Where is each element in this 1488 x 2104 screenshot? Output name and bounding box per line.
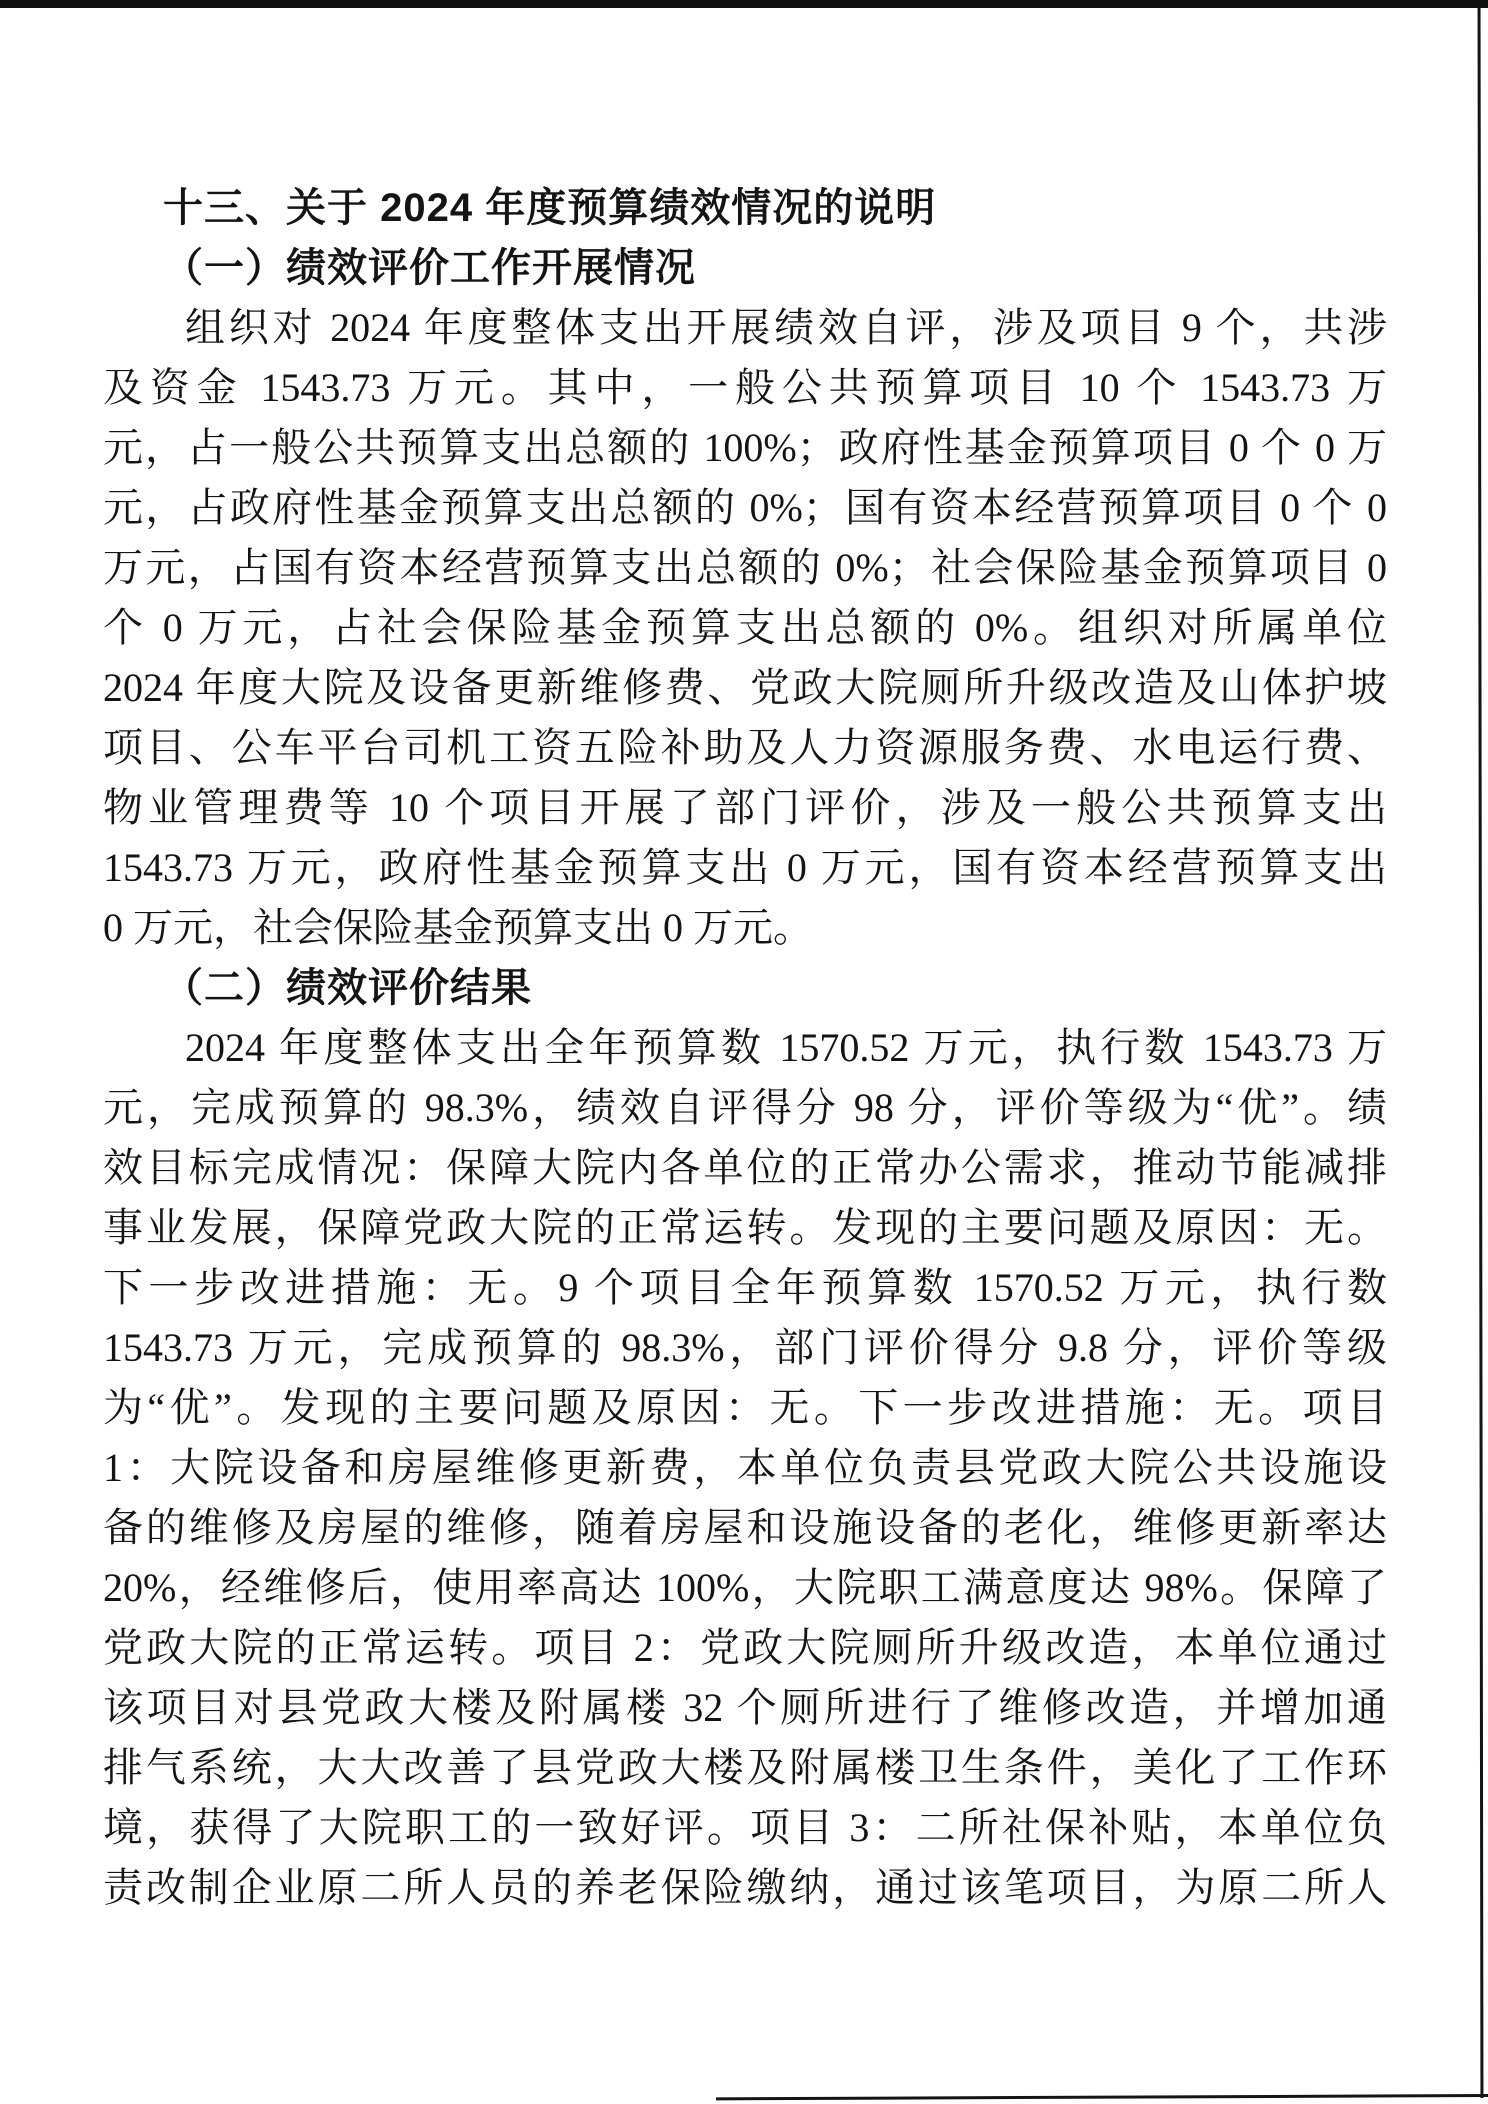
text-line: 该项目对县党政大楼及附属楼 32 个厕所进行了维修改造，并增加通: [103, 1685, 1387, 1730]
text-line: 1：大院设备和房屋维修更新费，本单位负责县党政大院公共设施设: [103, 1445, 1387, 1490]
text-line: 元，占一般公共预算支出总额的 100%；政府性基金预算项目 0 个 0 万: [103, 425, 1387, 470]
text-line: 元，完成预算的 98.3%，绩效自评得分 98 分，评价等级为“优”。绩: [103, 1085, 1387, 1130]
subsection-2-heading: （二）绩效评价结果: [163, 966, 532, 1010]
text-line: 事业发展，保障党政大院的正常运转。发现的主要问题及原因：无。: [103, 1205, 1387, 1250]
text-line: 元，占政府性基金预算支出总额的 0%；国有资本经营预算项目 0 个 0: [103, 485, 1387, 530]
text-line: 责改制企业原二所人员的养老保险缴纳，通过该笔项目，为原二所人: [103, 1865, 1387, 1910]
text-line: 万元，占国有资本经营预算支出总额的 0%；社会保险基金预算项目 0: [103, 545, 1387, 590]
text-line: 为“优”。发现的主要问题及原因：无。下一步改进措施：无。项目: [103, 1385, 1387, 1430]
text-line: 20%，经维修后，使用率高达 100%，大院职工满意度达 98%。保障了: [103, 1565, 1387, 1610]
text-line: 及资金 1543.73 万元。其中，一般公共预算项目 10 个 1543.73 万: [103, 365, 1387, 410]
subsection-1-heading: （一）绩效评价工作开展情况: [163, 246, 696, 290]
text-line: 2024 年度大院及设备更新维修费、党政大院厕所升级改造及山体护坡: [103, 665, 1387, 710]
text-line: 排气系统，大大改善了县党政大楼及附属楼卫生条件，美化了工作环: [103, 1745, 1387, 1790]
text-line: 1543.73 万元，政府性基金预算支出 0 万元，国有资本经营预算支出: [103, 845, 1387, 890]
text-line: 物业管理费等 10 个项目开展了部门评价，涉及一般公共预算支出: [103, 785, 1387, 830]
text-line: 党政大院的正常运转。项目 2：党政大院厕所升级改造，本单位通过: [103, 1625, 1387, 1670]
text-line: 下一步改进措施：无。9 个项目全年预算数 1570.52 万元，执行数: [103, 1265, 1387, 1310]
main-section-heading: 十三、关于 2024 年度预算绩效情况的说明: [163, 186, 937, 230]
text-line: 1543.73 万元，完成预算的 98.3%，部门评价得分 9.8 分，评价等级: [103, 1325, 1387, 1370]
subsection-1-paragraph: [103, 298, 1387, 958]
text-line: 个 0 万元，占社会保险基金预算支出总额的 0%。组织对所属单位: [103, 605, 1387, 650]
text-line: 效目标完成情况：保障大院内各单位的正常办公需求，推动节能减排: [103, 1145, 1387, 1190]
text-line: 项目、公车平台司机工资五险补助及人力资源服务费、水电运行费、: [103, 725, 1387, 770]
text-line: 2024 年度整体支出全年预算数 1570.52 万元，执行数 1543.73 万: [185, 1025, 1387, 1070]
text-line: 组织对 2024 年度整体支出开展绩效自评，涉及项目 9 个，共涉: [185, 305, 1387, 350]
text-line: 0 万元，社会保险基金预算支出 0 万元。: [103, 905, 813, 950]
subsection-2-paragraph: [103, 1018, 1387, 1918]
text-line: 境，获得了大院职工的一致好评。项目 3：二所社保补贴，本单位负: [103, 1805, 1387, 1850]
text-line: 备的维修及房屋的维修，随着房屋和设施设备的老化，维修更新率达: [103, 1505, 1387, 1550]
